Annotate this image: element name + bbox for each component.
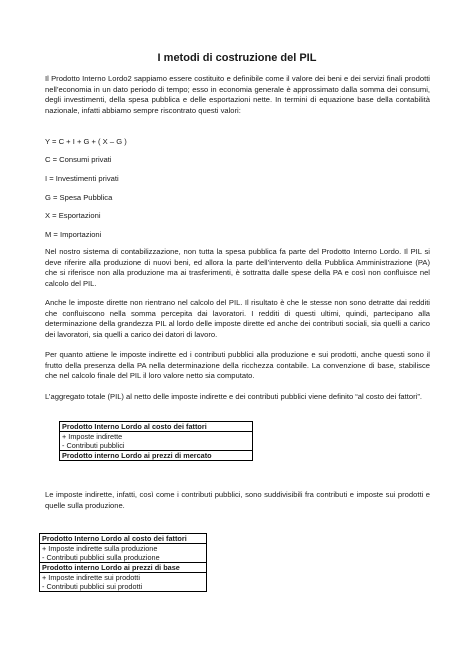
definition-m: M = Importazioni: [45, 230, 102, 239]
equation: Y = C + I + G + ( X – G ): [45, 137, 127, 146]
definition-x: X = Esportazioni: [45, 211, 101, 220]
table-cell: [40, 573, 207, 592]
cell-line-plus: + Imposte indirette sulla produzione: [42, 544, 158, 553]
table-cell: [60, 432, 253, 451]
cell-line-minus: - Contributi pubblici: [62, 441, 125, 450]
table-header-cell: Prodotto Interno Lordo al costo dei fattori: [60, 422, 253, 432]
paragraph-intro: Il Prodotto Interno Lordo2 sappiamo essere costituito e definibile come il valore dei beni e dei servizi finali prodotti nell’economia in un dato periodo di tempo; esso in economia generale è approssimato dalla somma dei consumi, degli investimenti, della spesa pubblica e delle esportazioni nette. In termini di equazione base della contabilità nazionale, infatti abbiamo sempre riscontrato questi valori:: [45, 74, 430, 115]
table-pil-prezzi-mercato: [59, 421, 253, 461]
paragraph-imposte-dirette: Anche le imposte dirette non rientrano nel calcolo del PIL. Il risultato è che le stesse non sono detratte dai redditi che confluiscono nella somma percepita dai lavoratori. I redditi di questi ultimi, quindi, partecipano alla determinazione della grandezza PIL al lordo delle imposte dirette ed anche dei contributi sociali, sia quelli a carico dei lavoratori, sia quelli a carico dei datori di lavoro.: [45, 298, 430, 339]
paragraph-aggregato: L’aggregato totale (PIL) al netto delle imposte indirette e dei contributi pubblici viene definito “al costo dei fattori”.: [45, 392, 422, 401]
table-row: [60, 432, 253, 451]
cell-line-plus: + Imposte indirette sui prodotti: [42, 573, 140, 582]
paragraph-spesa-pubblica: Nel nostro sistema di contabilizzazione, non tutta la spesa pubblica fa parte del Prodotto Interno Lordo. Il PIL si deve riferire alla produzione di nuovi beni, ed allora la parte dell’intervento della Pubblica Amministrazione (PA) che si riferisce non alla produzione ma ai trasferimenti, è sottratta dalle spese della PA e così non confluisce nel calcolo del PIL.: [45, 247, 430, 288]
table-header-cell: Prodotto Interno Lordo al costo dei fattori: [40, 534, 207, 544]
paragraph-imposte-indirette: Per quanto attiene le imposte indirette ed i contributi pubblici alla produzione e sui prodotti, anche questi sono il frutto della presenza della PA nella determinazione della ricchezza contabile. La convenzione di base, stabilisce che nel calcolo finale del PIL il loro valore netto sia computato.: [45, 350, 430, 381]
table-footer-cell: Prodotto interno Lordo ai prezzi di mercato: [60, 451, 253, 461]
table-row: [40, 544, 207, 563]
table-row: [40, 563, 207, 573]
table-row: [60, 451, 253, 461]
definition-g: G = Spesa Pubblica: [45, 193, 113, 202]
definition-i: I = Investimenti privati: [45, 174, 119, 183]
table-row: [60, 422, 253, 432]
table-row: [40, 573, 207, 592]
cell-line-minus: - Contributi pubblici sui prodotti: [42, 582, 143, 591]
table-row: [40, 534, 207, 544]
page-title: I metodi di costruzione del PIL: [157, 52, 317, 64]
table-cell: [40, 544, 207, 563]
paragraph-suddivisibili: Le imposte indirette, infatti, così come i contributi pubblici, sono suddivisibili fra contributi e imposte sui prodotti e quelle sulla produzione.: [45, 490, 430, 510]
definition-c: C = Consumi privati: [45, 155, 112, 164]
cell-line-plus: + Imposte indirette: [62, 432, 123, 441]
table-pil-prezzi-base: [39, 533, 207, 592]
cell-line-minus: - Contributi pubblici sulla produzione: [42, 553, 160, 562]
table-subheader-cell: Prodotto interno Lordo ai prezzi di base: [40, 563, 207, 573]
